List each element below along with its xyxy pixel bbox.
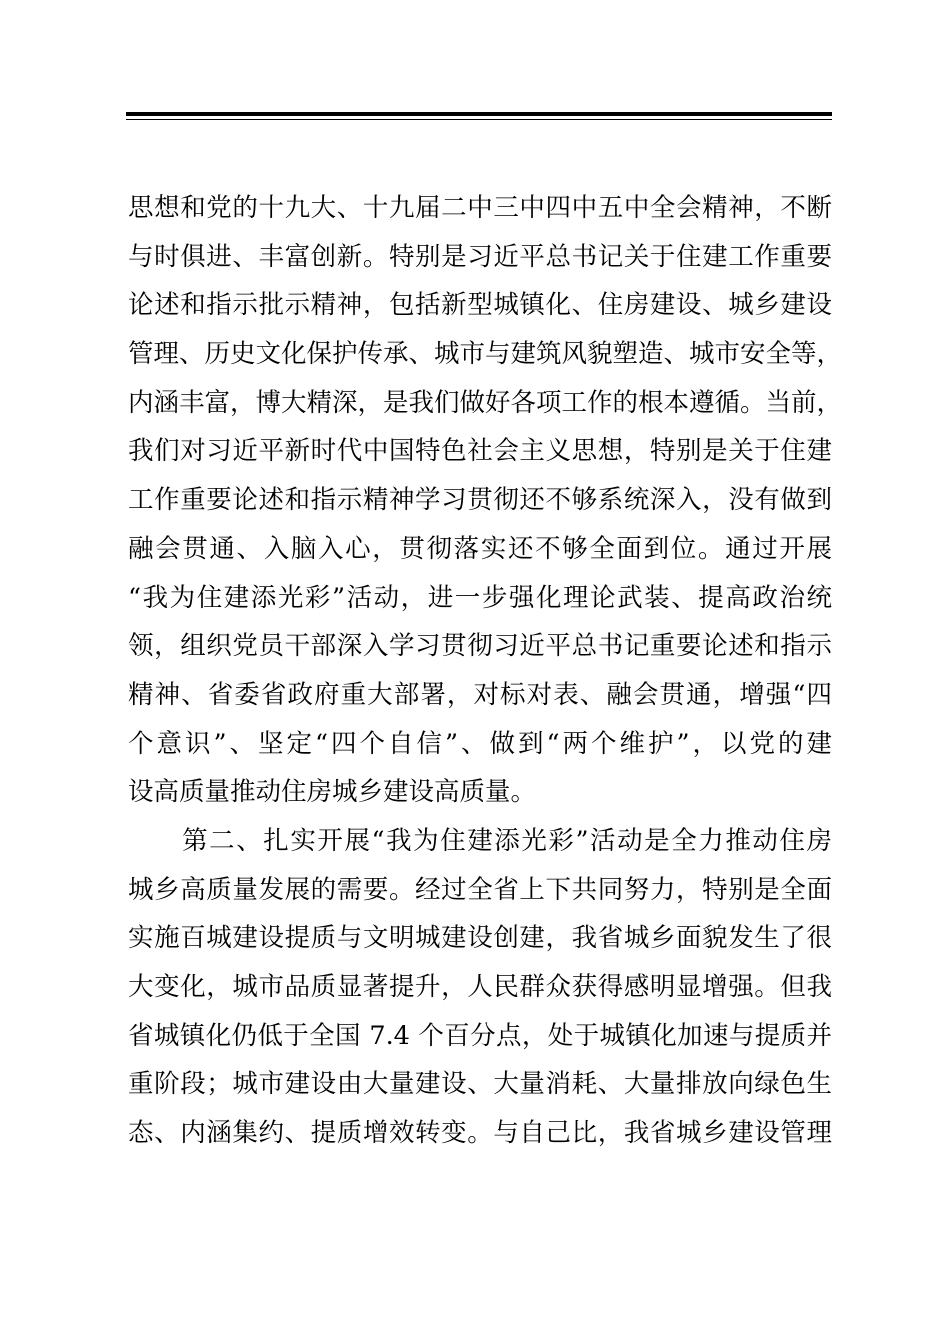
text-line: 实施百城建设提质与文明城建设创建，我省城乡面貌发生了很 [128,923,832,954]
text-line: “我为住建添光彩”活动，进一步强化理论武装、提高政治统 [128,582,832,613]
text-line: 第二、扎实开展“我为住建添光彩”活动是全力推动住房 [128,825,832,856]
text-line: 大变化，城市品质显著提升，人民群众获得感明显增强。但我 [128,972,832,1002]
text-line: 设高质量推动住房城乡建设高质量。 [128,777,537,808]
text-line: 工作重要论述和指示精神学习贯彻还不够系统深入，没有做到 [128,485,832,516]
document-body [128,184,843,1158]
text-line: 省城镇化仍低于全国 7.4 个百分点，处于城镇化加速与提质并 [128,1020,832,1051]
text-line: 领，组织党员干部深入学习贯彻习近平总书记重要论述和指示 [128,631,832,662]
text-line: 管理、历史文化保护传承、城市与建筑风貌塑造、城市安全等， [128,339,843,370]
text-line: 精神、省委省政府重大部署，对标对表、融会贯通，增强“四 [128,679,832,710]
text-line: 个意识”、坚定“四个自信”、做到“两个维护”，以党的建 [128,728,832,759]
text-line: 内涵丰富，博大精深，是我们做好各项工作的根本遵循。当前， [128,387,843,418]
text-line: 与时俱进、丰富创新。特别是习近平总书记关于住建工作重要 [128,241,832,272]
paragraph-2 [128,817,832,1158]
header-rule-thick [126,112,832,116]
header-rule-thin [126,119,832,120]
paragraph-1 [128,184,843,817]
text-line: 重阶段；城市建设由大量建设、大量消耗、大量排放向绿色生 [128,1069,832,1100]
text-line: 思想和党的十九大、十九届二中三中四中五中全会精神，不断 [128,193,832,223]
text-line: 态、内涵集约、提质增效转变。与自己比，我省城乡建设管理 [128,1118,832,1149]
header-double-rule [126,112,832,120]
text-line: 融会贯通、入脑入心，贯彻落实还不够全面到位。通过开展 [128,533,832,564]
text-line: 我们对习近平新时代中国特色社会主义思想，特别是关于住建 [128,436,832,467]
text-line: 城乡高质量发展的需要。经过全省上下共同努力，特别是全面 [128,874,832,905]
text-line: 论述和指示批示精神，包括新型城镇化、住房建设、城乡建设 [128,290,832,321]
